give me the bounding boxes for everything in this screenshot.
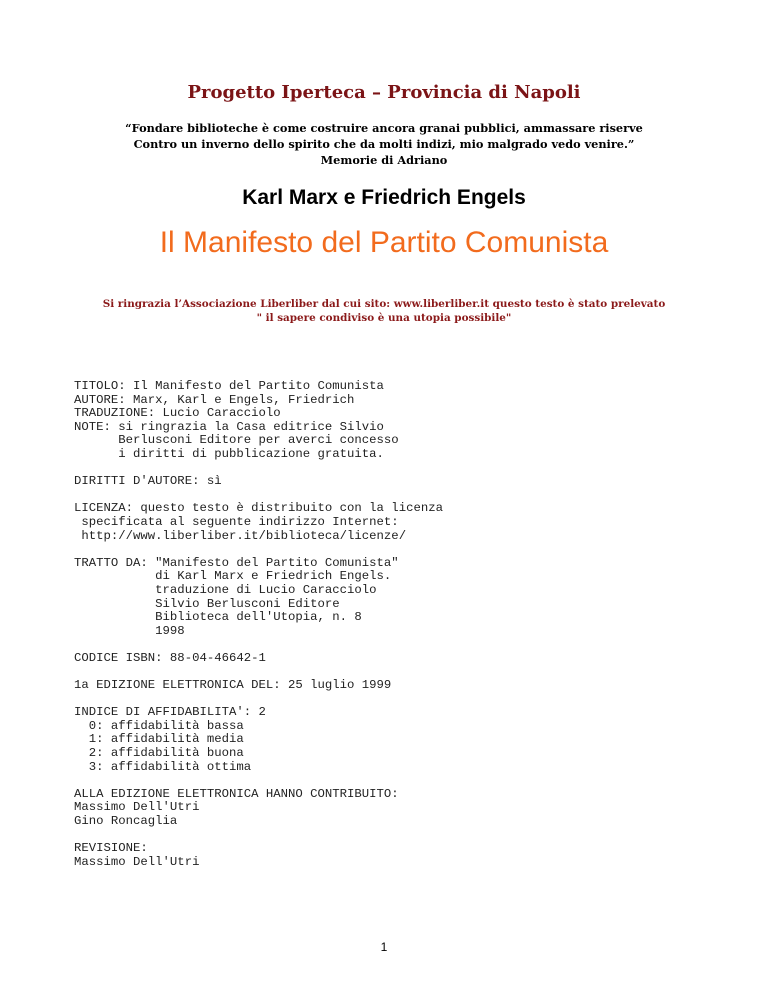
acknowledgement-line: Si ringrazia l’Associazione Liberliber dal cui sito: www.liberliber.it questo testo è stato prelevato <box>102 298 666 310</box>
quote-line: “Fondare biblioteche è come costruire ancora granai pubblici, ammassare riserve <box>125 121 643 135</box>
authors-heading: Karl Marx e Friedrich Engels <box>242 186 526 209</box>
block-spacer <box>74 774 443 788</box>
metadata-line: http://www.liberliber.it/biblioteca/licenze/ <box>74 528 407 543</box>
metadata-line: AUTORE: Marx, Karl e Engels, Friedrich <box>74 392 355 407</box>
block-spacer <box>74 829 443 843</box>
block-spacer <box>74 462 443 476</box>
metadata-line: Biblioteca dell'Utopia, n. 8 <box>74 610 362 625</box>
metadata-line: di Karl Marx e Friedrich Engels. <box>74 569 392 584</box>
quote-attribution: Memorie di Adriano <box>320 153 448 167</box>
acknowledgement-motto: " il sapere condiviso è una utopia possibile" <box>256 312 512 324</box>
block-spacer <box>74 693 443 707</box>
metadata-line: i diritti di pubblicazione gratuita. <box>74 446 384 461</box>
page-number: 1 <box>380 940 388 954</box>
metadata-line: 1: affidabilità media <box>74 732 244 747</box>
metadata-line: Massimo Dell'Utri <box>74 800 200 815</box>
document-title: Il Manifesto del Partito Comunista <box>159 226 609 259</box>
metadata-line: 3: affidabilità ottima <box>74 759 252 774</box>
metadata-line: specificata al seguente indirizzo Internet: <box>74 514 399 529</box>
acknowledgement-note <box>0 297 768 325</box>
metadata-line: Gino Roncaglia <box>74 814 178 828</box>
metadata-line: LICENZA: questo testo è distribuito con la licenza <box>74 501 443 516</box>
metadata-line: NOTE: si ringrazia la Casa editrice Silvio <box>74 419 384 434</box>
block-spacer <box>74 489 443 503</box>
metadata-line: TRATTO DA: "Manifesto del Partito Comunista" <box>74 555 399 570</box>
block-spacer <box>74 638 443 652</box>
metadata-line: 1998 <box>74 623 185 638</box>
metadata-line: INDICE DI AFFIDABILITA': 2 <box>74 705 266 720</box>
metadata-line: DIRITTI D'AUTORE: sì <box>74 474 222 489</box>
epigraph-quote <box>0 120 768 168</box>
metadata-line: Silvio Berlusconi Editore <box>74 596 340 611</box>
metadata-line: 0: affidabilità bassa <box>74 718 244 733</box>
metadata-line: REVISIONE: <box>74 841 148 856</box>
block-spacer <box>74 543 443 557</box>
metadata-line: TITOLO: Il Manifesto del Partito Comunista <box>74 379 384 393</box>
quote-line: Contro un inverno dello spirito che da molti indizi, mio malgrado vedo venire.” <box>133 137 635 151</box>
metadata-block <box>74 380 443 869</box>
metadata-line: traduzione di Lucio Caracciolo <box>74 582 377 597</box>
metadata-line: CODICE ISBN: 88-04-46642-1 <box>74 650 266 665</box>
metadata-line: Berlusconi Editore per averci concesso <box>74 433 399 448</box>
metadata-line: TRADUZIONE: Lucio Caracciolo <box>74 406 281 421</box>
metadata-line: Massimo Dell'Utri <box>74 854 200 869</box>
metadata-line: 1a EDIZIONE ELETTRONICA DEL: 25 luglio 1999 <box>74 678 392 693</box>
block-spacer <box>74 665 443 679</box>
metadata-line: 2: affidabilità buona <box>74 746 244 761</box>
metadata-line: ALLA EDIZIONE ELETTRONICA HANNO CONTRIBUITO: <box>74 786 399 801</box>
project-title: Progetto Iperteca – Provincia di Napoli <box>187 82 581 103</box>
